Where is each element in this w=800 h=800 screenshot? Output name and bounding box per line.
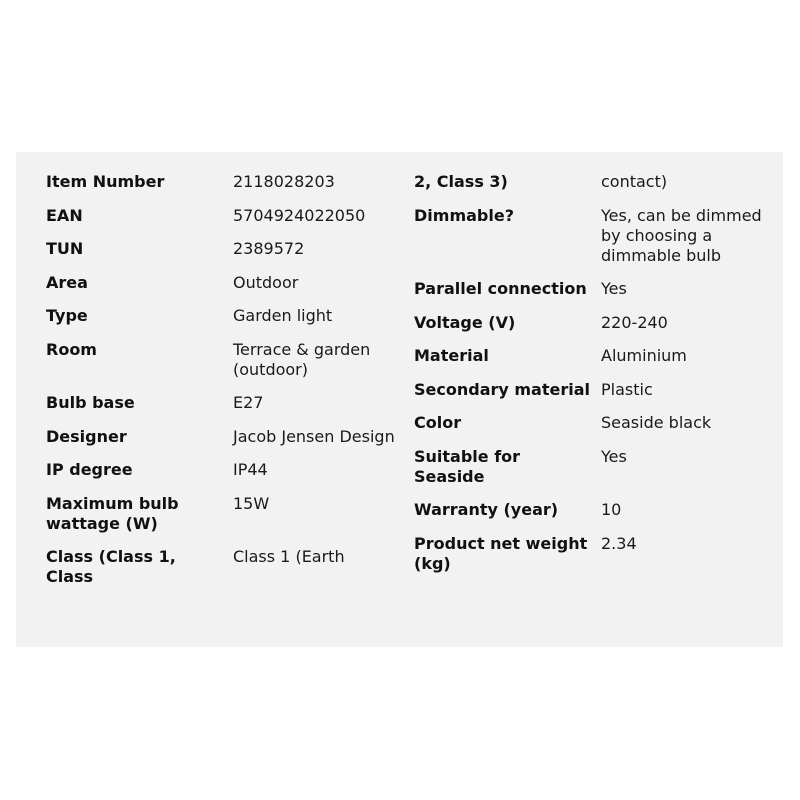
spec-row-warranty: [414, 500, 774, 520]
spec-value: 5704924022050: [233, 205, 366, 225]
spec-label: Color: [414, 413, 462, 432]
spec-row-max-wattage: [46, 494, 406, 534]
spec-row-designer: [46, 427, 406, 447]
spec-row-secondary-material: [414, 380, 774, 400]
spec-value: Jacob Jensen Design: [233, 426, 395, 446]
spec-label: Suitable for Seaside: [414, 446, 521, 486]
spec-label: EAN: [46, 205, 83, 225]
spec-label: Bulb base: [46, 393, 135, 412]
spec-value: 15W: [233, 493, 270, 513]
spec-row-color: [414, 413, 774, 433]
specifications-panel: [16, 152, 783, 647]
spec-row-room: [46, 340, 406, 380]
spec-label: Voltage (V): [414, 312, 516, 332]
spec-value: 2118028203: [233, 172, 335, 191]
spec-label: TUN: [46, 239, 84, 258]
spec-value: IP44: [233, 460, 268, 479]
spec-label: Product net weight (kg): [414, 533, 588, 573]
spec-label: 2, Class 3): [414, 172, 508, 191]
spec-label: Class (Class 1, Class: [46, 547, 176, 586]
spec-value: Class 1 (Earth: [233, 547, 345, 566]
spec-value: 220-240: [601, 312, 668, 332]
spec-value: Seaside black: [601, 413, 712, 432]
spec-row-area: [46, 273, 406, 293]
spec-row-suitable-seaside: [414, 447, 774, 487]
spec-row-ip-degree: [46, 460, 406, 480]
spec-row-ean: [46, 206, 406, 226]
spec-row-parallel-connection: [414, 279, 774, 299]
spec-label: Dimmable?: [414, 205, 514, 225]
spec-value: 2.34: [601, 533, 637, 553]
spec-value: Terrace & garden (outdoor): [233, 339, 371, 379]
spec-row-item-number: [46, 172, 406, 192]
spec-value: Outdoor: [233, 272, 299, 292]
spec-label: Secondary material: [414, 379, 591, 399]
spec-row-voltage: [414, 313, 774, 333]
spec-value: 2389572: [233, 239, 305, 258]
spec-label: Room: [46, 339, 97, 359]
spec-value: E27: [233, 393, 264, 412]
spec-row-class: [46, 547, 406, 587]
spec-label: IP degree: [46, 460, 133, 479]
spec-label: Designer: [46, 426, 127, 446]
spec-label: Material: [414, 346, 489, 365]
spec-row-class-continued: [414, 172, 774, 192]
spec-value: contact): [601, 172, 668, 191]
spec-label: Warranty (year): [414, 500, 559, 519]
spec-label: Parallel connection: [414, 279, 587, 298]
spec-row-net-weight: [414, 534, 774, 574]
spec-label: Type: [46, 306, 88, 325]
spec-value: Yes, can be dimmed by choosing a dimmable bulb: [601, 205, 762, 265]
spec-label: Area: [46, 272, 88, 292]
spec-value: Aluminium: [601, 346, 687, 365]
spec-value: Yes: [601, 446, 627, 466]
spec-row-bulb-base: [46, 393, 406, 413]
spec-label: Maximum bulb wattage (W): [46, 493, 179, 533]
spec-value: Plastic: [601, 379, 653, 399]
spec-value: Garden light: [233, 306, 333, 325]
spec-column-right: [414, 172, 774, 587]
spec-row-tun: [46, 239, 406, 259]
spec-label: Item Number: [46, 172, 165, 191]
spec-row-type: [46, 306, 406, 326]
spec-value: 10: [601, 500, 622, 519]
spec-row-dimmable: [414, 206, 774, 266]
spec-row-material: [414, 346, 774, 366]
spec-column-left: [46, 172, 406, 601]
spec-value: Yes: [601, 279, 627, 298]
